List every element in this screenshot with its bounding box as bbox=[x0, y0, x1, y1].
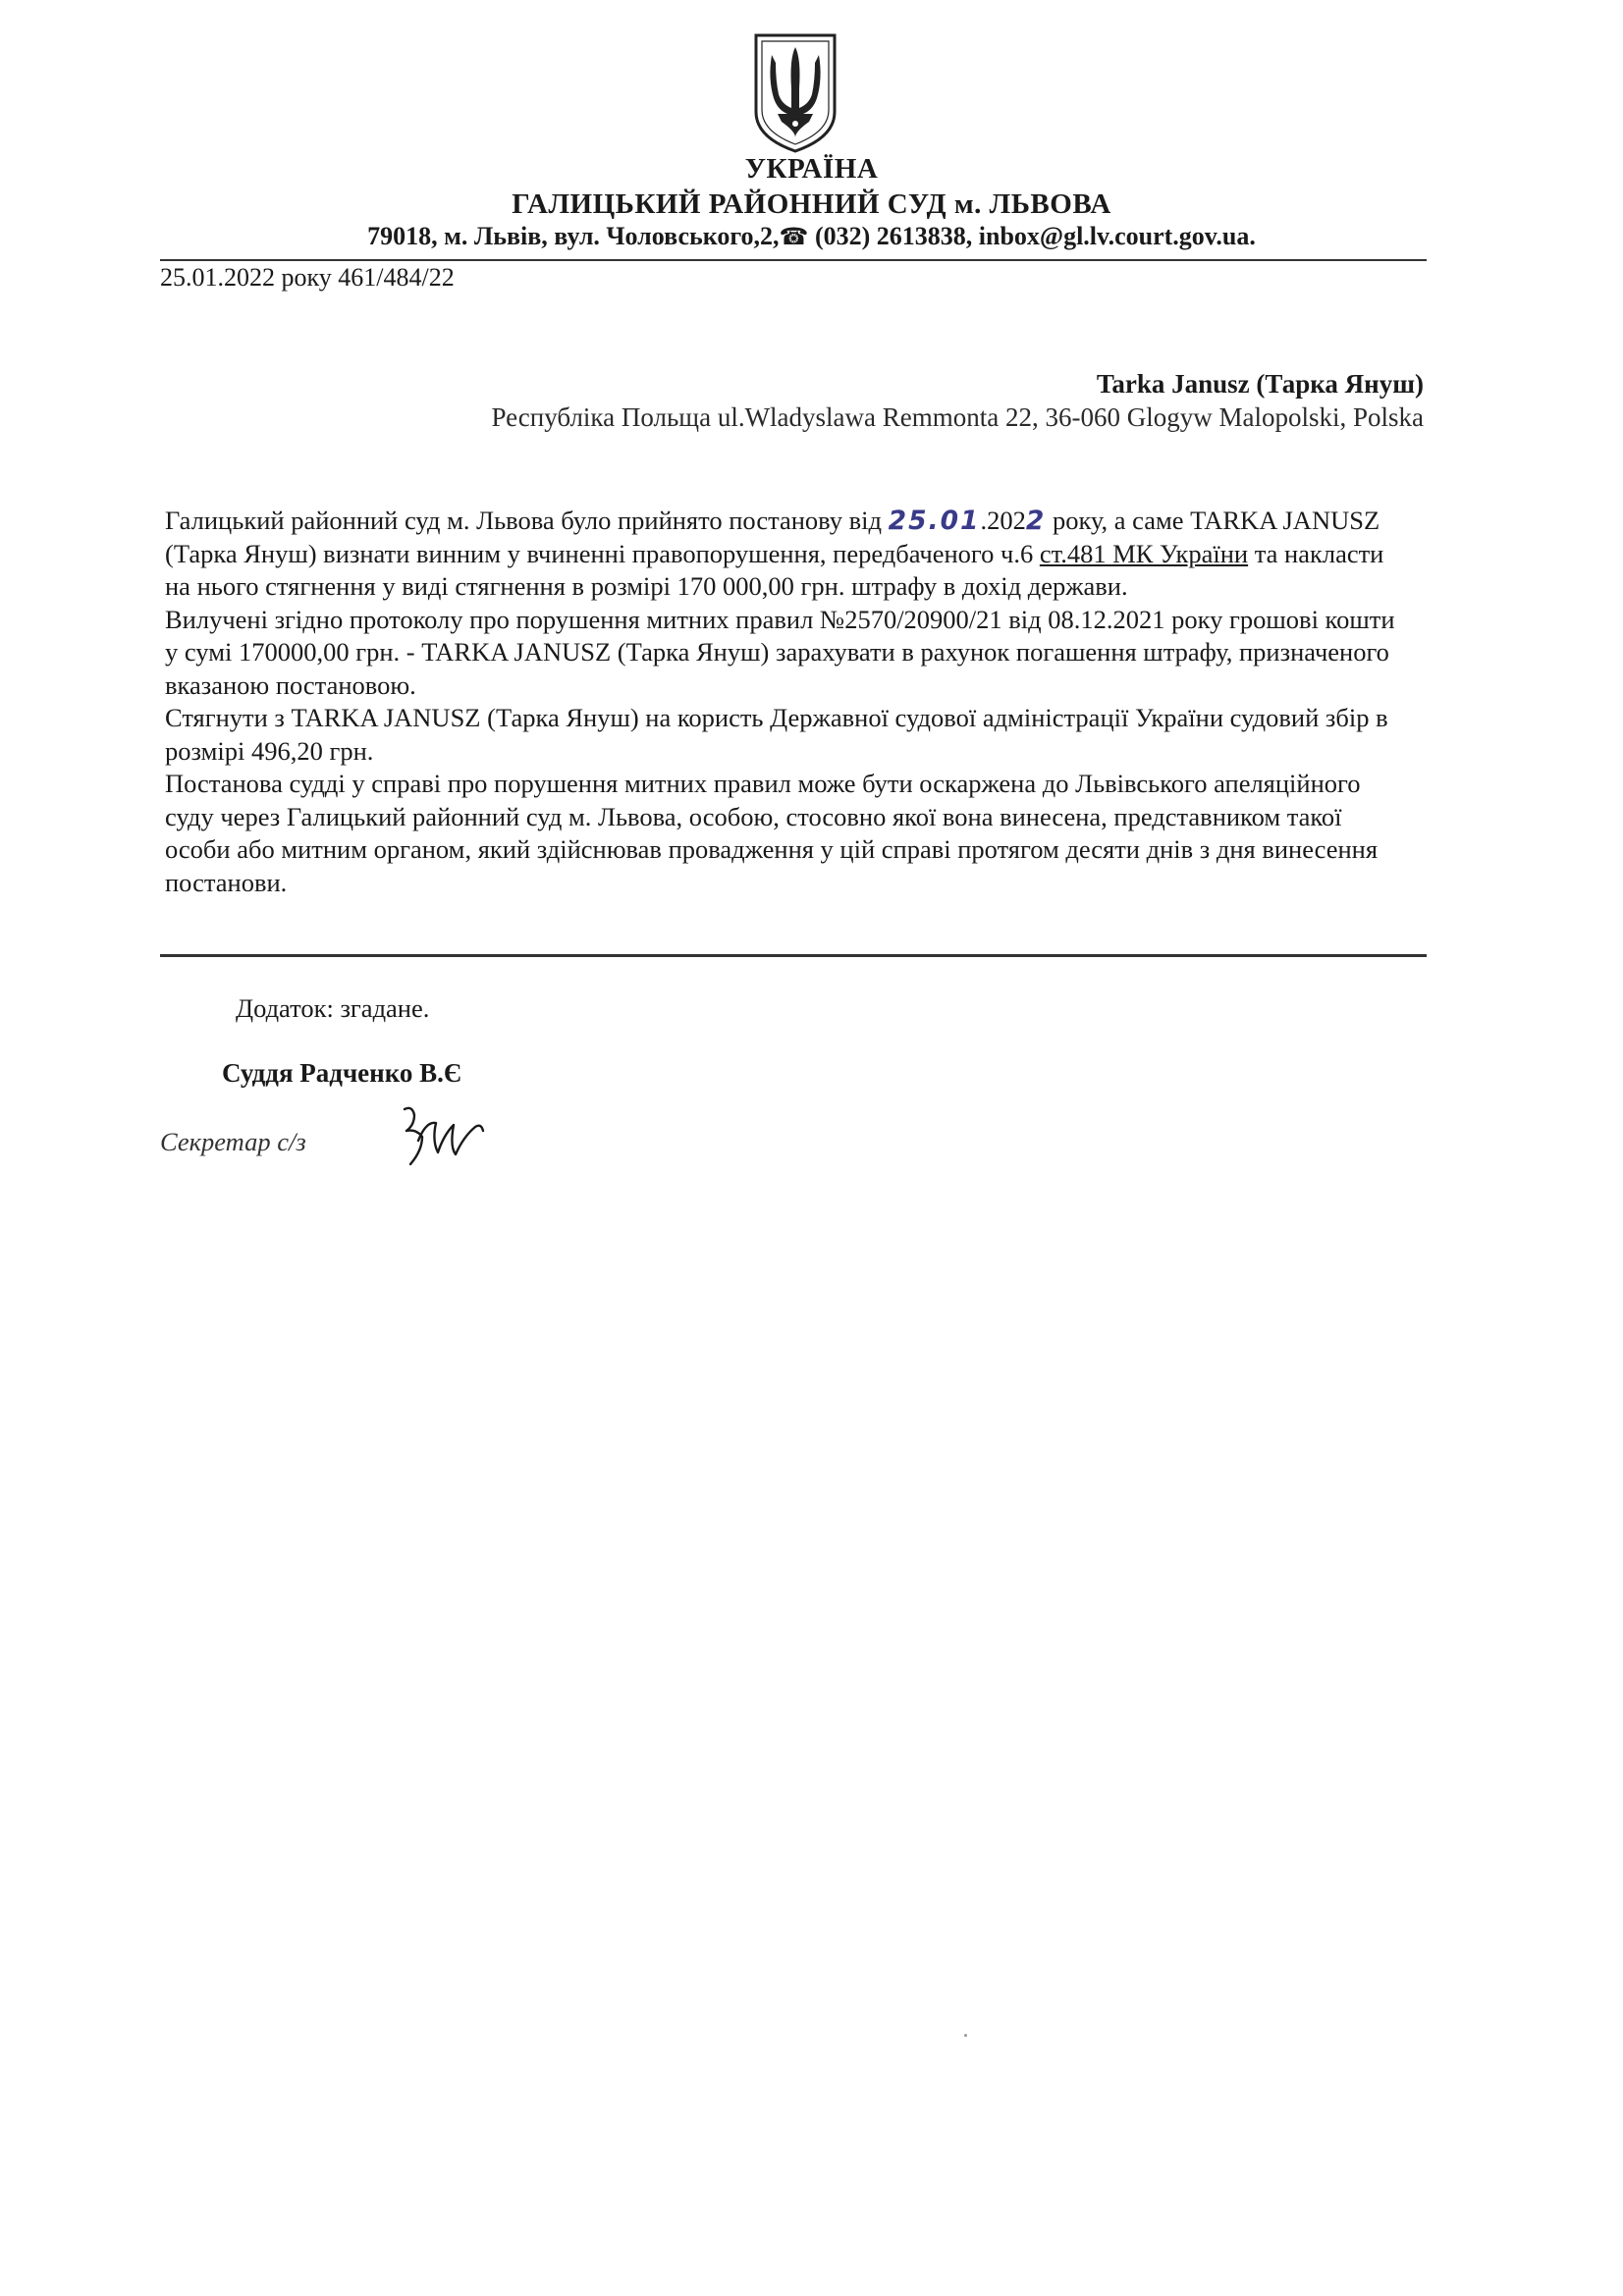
handwritten-date: 25.01 bbox=[888, 506, 981, 536]
secretary-label: Секретар с/з bbox=[160, 1127, 306, 1156]
scan-speck bbox=[964, 2034, 967, 2037]
paragraph-appeal: Постанова судді у справі про порушення митних правил може бути оскаржена до Львівського апеляційного суду через Галицький районний суд м. Львова, особою, стосовно якої вона винесена, представником такої особи або митним органом, який здійснював провадження у цій справі протягом десяти днів з дня винесення постанови. bbox=[165, 769, 1379, 897]
body-divider bbox=[160, 954, 1427, 957]
date-and-reference: 25.01.2022 року 461/484/22 bbox=[160, 263, 455, 292]
ruling-text-middle: року, а саме TARKA JANUSZ (Тарка Януш) визнати винним у вчиненні правопорушення, передбаченого ч.6 bbox=[165, 506, 1380, 568]
address-street: 79018, м. Львів, вул. Чоловського,2, bbox=[367, 222, 780, 250]
court-name-heading: ГАЛИЦЬКИЙ РАЙОННИЙ СУД м. ЛЬВОВА bbox=[512, 188, 1111, 220]
addressee-name: Tarka Janusz (Тарка Януш) bbox=[1096, 369, 1424, 399]
judge-signature-line: Суддя Радченко В.Є bbox=[222, 1058, 462, 1088]
paragraph-court-fee: Стягнути з TARKA JANUSZ (Тарка Януш) на користь Державної судової адміністрації України судовий збір в розмірі 496,20 грн. bbox=[165, 703, 1388, 766]
addressee-address: Республіка Польща ul.Wladyslawa Remmonta 22, 36-060 Glogyw Malopolski, Polska bbox=[491, 402, 1424, 432]
ruling-text-end: та накласти на нього стягнення у виді стягнення в розмірі 170 000,00 грн. штрафу в дохід держави. bbox=[165, 538, 1384, 601]
letterhead-divider bbox=[160, 259, 1427, 261]
paragraph-ruling bbox=[165, 505, 1402, 604]
law-article-link[interactable]: ст.481 МК України bbox=[1039, 538, 1249, 568]
court-address bbox=[0, 222, 1623, 251]
address-contact: (032) 2613838, inbox@gl.lv.court.gov.ua. bbox=[808, 222, 1256, 250]
country-heading: УКРАЇНА bbox=[744, 153, 879, 185]
handwritten-signature-icon bbox=[393, 1101, 501, 1170]
letter-body bbox=[165, 505, 1402, 899]
ruling-year-prefix: .202 bbox=[980, 506, 1026, 535]
coat-of-arms-trident-icon bbox=[748, 29, 842, 155]
ruling-text-start: Галицький районний суд м. Львова було прийнято постанову від bbox=[165, 506, 889, 535]
paragraph-seized-funds: Вилучені згідно протоколу про порушення митних правил №2570/20900/21 від 08.12.2021 року грошові кошти у сумі 170000,00 грн. - TARKA JANUSZ (Тарка Януш) зарахувати в рахунок погашення штрафу, призначеного вказаною постановою. bbox=[165, 604, 1395, 700]
attachment-note: Додаток: згадане. bbox=[236, 993, 430, 1023]
phone-icon: ☎ bbox=[779, 225, 809, 250]
handwritten-year-digit: 2 bbox=[1025, 506, 1047, 536]
